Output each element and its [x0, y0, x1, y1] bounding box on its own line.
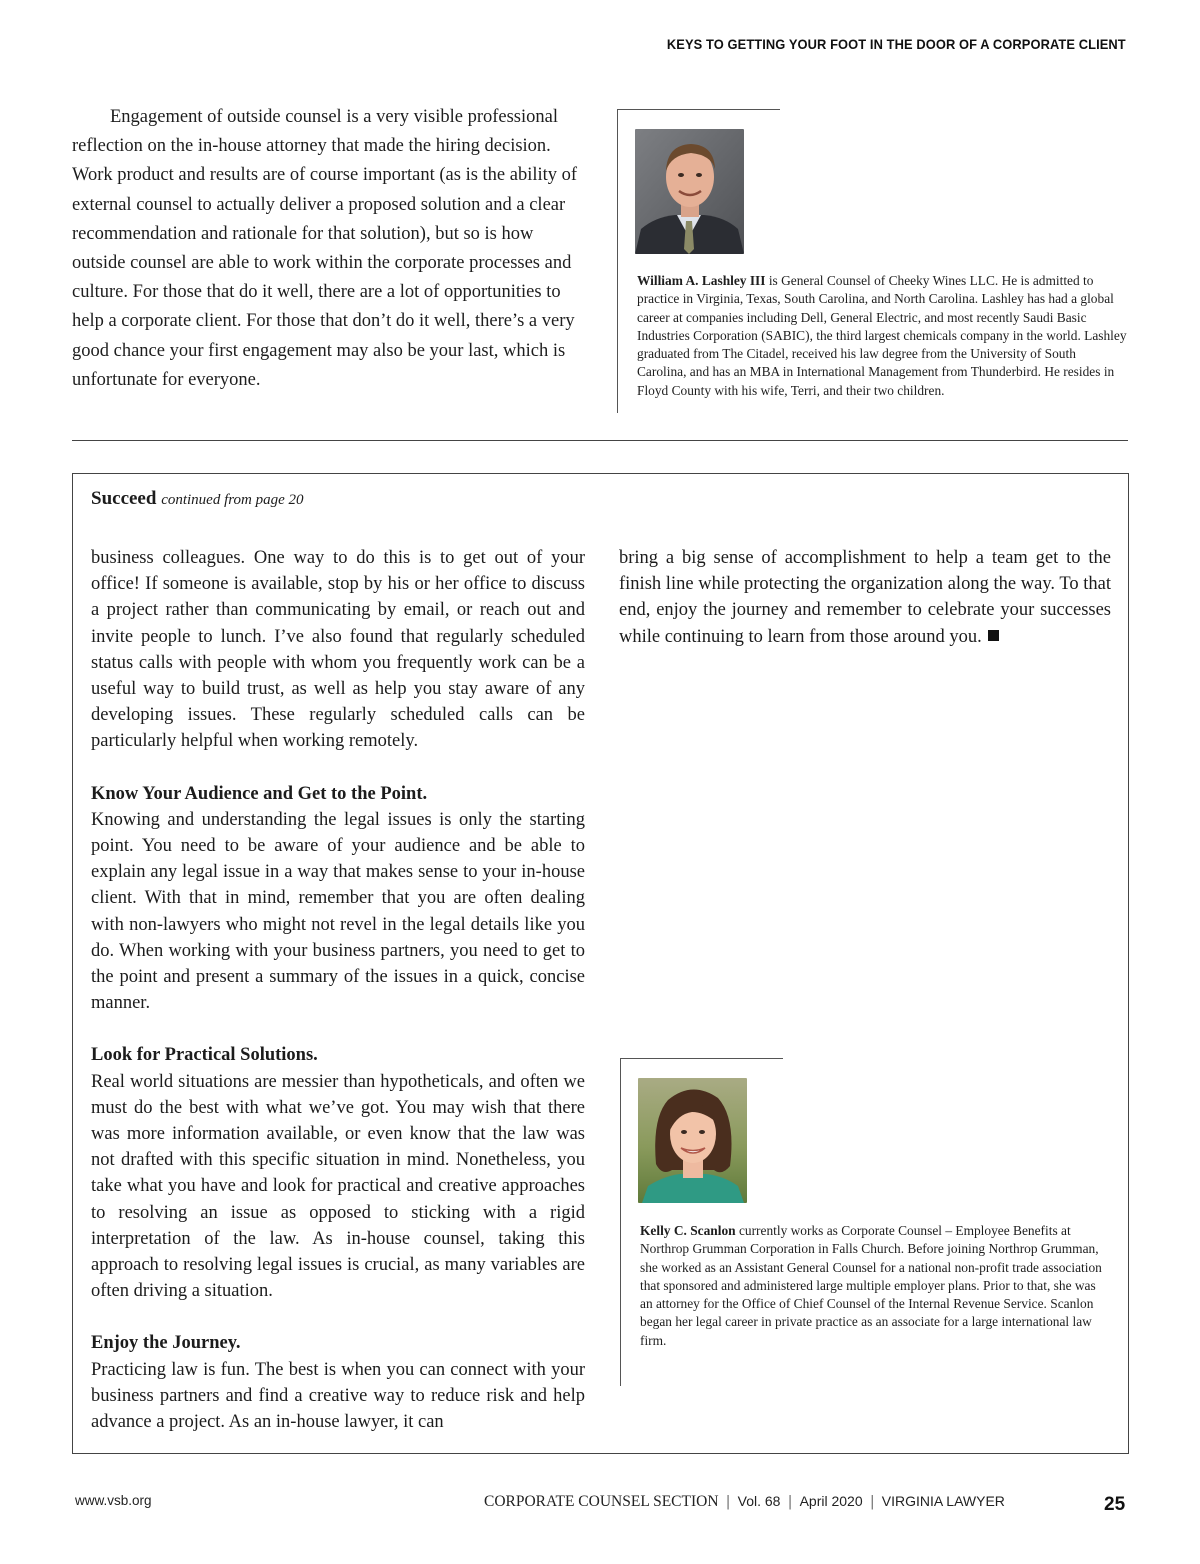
- continued-heading: [91, 488, 304, 510]
- article-right-column: [619, 545, 1111, 650]
- end-mark-icon: [988, 630, 999, 641]
- lashley-photo: [635, 129, 744, 254]
- section-heading: Enjoy the Journey.: [91, 1333, 241, 1354]
- section-heading: Look for Practical Solutions.: [91, 1045, 318, 1066]
- bio-frame-top: [620, 1058, 783, 1059]
- bio-frame-top: [617, 109, 780, 110]
- lashley-bio: [637, 272, 1127, 400]
- lashley-bio-text: is General Counsel of Cheeky Wines LLC. He is admitted to practice in Virginia, Texas, South Carolina, and North Carolina. Lashley has had a global career at companies including Dell, General Electric, and most recently Saudi Basic Industries Corporation (SABIC), the third largest chemicals company in the world. Lashley graduated from The Citadel, received his law degree from the University of South Carolina, and has an MBA in International Management from Thunderbird. He resides in Floyd County with his wife, Terri, and their two children.: [637, 273, 1127, 398]
- footer-publication-info: CORPORATE COUNSEL SECTION | Vol. 68 | April 2020 | VIRGINIA LAWYER: [484, 1493, 1005, 1510]
- scanlon-photo: [638, 1078, 747, 1203]
- lashley-name: William A. Lashley III: [637, 273, 766, 288]
- bio-frame-left: [620, 1058, 621, 1386]
- footer-date: April 2020: [799, 1493, 863, 1509]
- article-paragraph: Knowing and understanding the legal issues is only the starting point. You need to be aware of your audience and be able to explain any legal issue in a way that makes sense to your in-house client. With that in mind, remember that you are often dealing with non-lawyers who might not revel in the legal details like you do. When working with your business partners, you need to get to the point and present a summary of the issues in a quick, concise manner.: [91, 809, 585, 1014]
- scanlon-name: Kelly C. Scanlon: [640, 1223, 736, 1238]
- continued-from: continued from page 20: [161, 492, 304, 508]
- bio-frame-left: [617, 109, 618, 413]
- article-paragraph: Real world situations are messier than hypotheticals, and often we must do the best with what we’ve got. You may wish that there was more information available, or even know that the law was not drafted with this specific situation in mind. Nonetheless, you take what you have and look for practical and creative approaches to resolving an issue as opposed to sticking with a rigid interpretation of the law. As in-house counsel, taking this approach to resolving legal issues is crucial, as many variables are often driving a situation.: [91, 1071, 585, 1302]
- running-head: KEYS TO GETTING YOUR FOOT IN THE DOOR OF A CORPORATE CLIENT: [667, 36, 1126, 52]
- author-portrait-icon: [638, 1078, 747, 1203]
- section-heading: Know Your Audience and Get to the Point.: [91, 783, 428, 804]
- scanlon-bio: [640, 1222, 1102, 1350]
- footer-magazine: VIRGINIA LAWYER: [881, 1493, 1005, 1509]
- article-paragraph: business colleagues. One way to do this is to get out of your office! If someone is available, stop by his or her office to discuss a project rather than communicating by email, or reach out and invite people to lunch. I’ve also found that regularly scheduled status calls with people with whom you frequently work can be a useful way to build trust, as well as help you stay aware of any developing issues. These regularly scheduled calls can be particularly helpful when working remotely.: [91, 548, 585, 752]
- article-left-column: [91, 545, 585, 1435]
- section-divider: [72, 440, 1128, 441]
- footer-volume: Vol. 68: [737, 1493, 781, 1509]
- article-paragraph: bring a big sense of accomplishment to help a team get to the finish line while protecting the organization along the way. To that end, enjoy the journey and remember to celebrate your successes while continuing to learn from those around you.: [619, 548, 1111, 647]
- scanlon-bio-text: currently works as Corporate Counsel – Employee Benefits at Northrop Grumman Corporation in Falls Church. Before joining Northrop Grumman, she worked as an Assistant General Counsel for a national non-profit trade association that sponsored and administered large multiple employer plans. Prior to that, she was an attorney for the Office of Chief Counsel of the Internal Revenue Service. Scanlon began her legal career in private practice as an associate for a large international law firm.: [640, 1223, 1102, 1348]
- article-paragraph: Practicing law is fun. The best is when you can connect with your business partners and find a creative way to reduce risk and help advance a project. As an in-house lawyer, it can: [91, 1359, 585, 1433]
- continued-title: Succeed: [91, 488, 157, 509]
- page-number: 25: [1104, 1494, 1126, 1515]
- author-portrait-icon: [635, 129, 744, 254]
- intro-column: [72, 103, 580, 395]
- intro-paragraph: Engagement of outside counsel is a very visible professional reflection on the in-house attorney that made the hiring decision. Work product and results are of course important (as is the ability of external counsel to actually deliver a proposed solution and a clear recommendation and rationale for that solution), but so is how outside counsel are able to work within the corporate processes and culture. For those that do it well, there are a lot of opportunities to help a corporate client. For those that don’t do it well, there’s a very good chance your first engagement may also be your last, which is unfortunate for everyone.: [72, 107, 578, 390]
- footer-url: www.vsb.org: [75, 1493, 152, 1508]
- footer-section: CORPORATE COUNSEL SECTION: [484, 1493, 719, 1510]
